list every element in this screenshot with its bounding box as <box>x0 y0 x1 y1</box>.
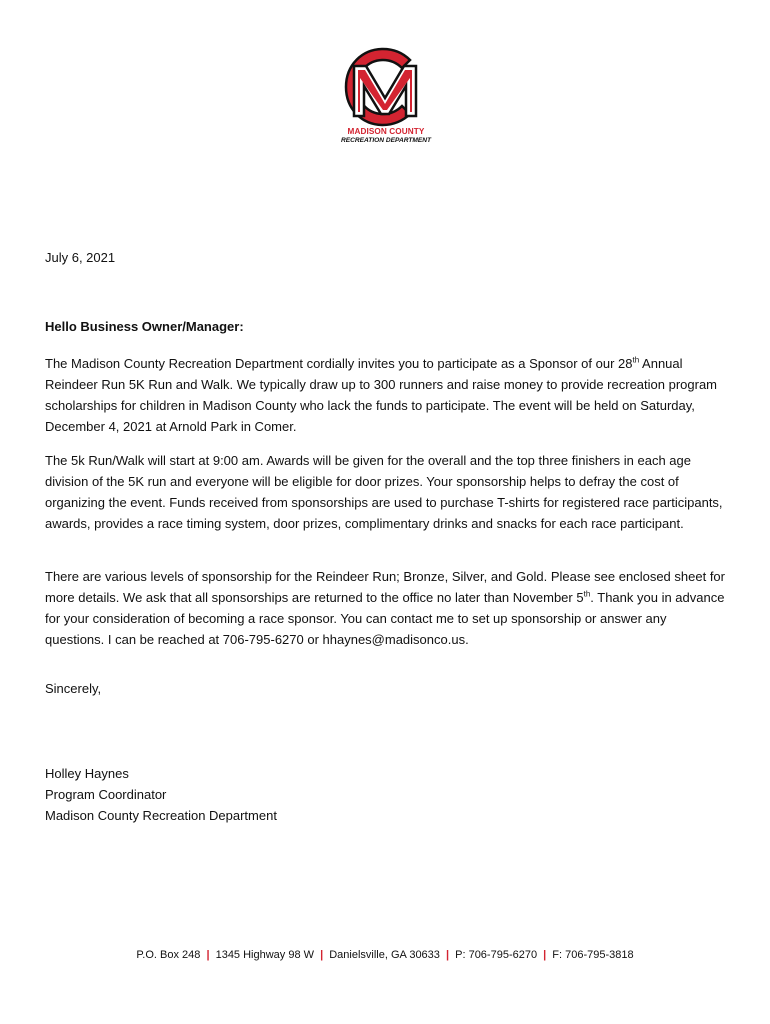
ordinal-suffix: th <box>632 355 640 365</box>
letter-closing: Sincerely, <box>45 681 102 696</box>
signature-name: Holley Haynes <box>45 766 129 781</box>
letter-date: July 6, 2021 <box>45 250 116 265</box>
footer-separator: | <box>206 949 210 961</box>
signature-title: Program Coordinator <box>45 787 167 802</box>
footer-po-box: P.O. Box 248 <box>136 949 201 961</box>
footer-separator: | <box>320 949 324 961</box>
footer-city-state-zip: Danielsville, GA 30633 <box>329 949 440 961</box>
ordinal-suffix: th <box>583 589 591 599</box>
footer-contact-info <box>0 949 770 961</box>
signature-organization: Madison County Recreation Department <box>45 808 277 823</box>
paragraph-sponsorship-text-b: . Thank you in advance for your consideration of becoming a race sponsor. You can contact me to set up sponsorship or answer any questions. I can be reached at 706-795-6270 or hhaynes@madisonco.us. <box>45 590 725 647</box>
paragraph-sponsorship-levels <box>45 566 729 650</box>
footer-separator: | <box>445 949 450 961</box>
footer-street-address: 1345 Highway 98 W <box>215 949 315 961</box>
letter-greeting: Hello Business Owner/Manager: <box>45 319 244 334</box>
footer-phone: P: 706-795-6270 <box>455 949 538 961</box>
paragraph-invitation-text-a: The Madison County Recreation Department cordially invites you to participate as a Sponsor of our 28 <box>45 356 633 371</box>
mc-monogram-icon <box>340 46 430 128</box>
footer-fax: F: 706-795-3818 <box>552 949 634 961</box>
logo-text-department: RECREATION DEPARTMENT <box>340 137 432 144</box>
paragraph-event-details: The 5k Run/Walk will start at 9:00 am. Awards will be given for the overall and the top three finishers in each age division of the 5K run and everyone will be eligible for door prizes. Your sponsorship helps to defray the cost of organizing the event. Funds received from sponsorships are used to purchase T-shirts for registered race participants, awards, provides a race timing system, door prizes, complimentary drinks and snacks for each race participant. <box>45 453 723 531</box>
logo-text-county: MADISON COUNTY <box>347 127 425 136</box>
footer-separator: | <box>543 949 547 961</box>
paragraph-invitation <box>45 353 729 437</box>
signature-block <box>45 763 277 826</box>
paragraph-invitation-text-b: Annual Reindeer Run 5K Run and Walk. We typically draw up to 300 runners and raise money to provide recreation program scholarships for children in Madison County who lack the funds to participate. The event will be held on Saturday, December 4, 2021 at Arnold Park in Comer. <box>45 356 718 434</box>
paragraph-sponsorship-text-a: There are various levels of sponsorship for the Reindeer Run; Bronze, Silver, and Gold. Please see enclosed sheet for more details. We ask that all sponsorships are returned to the office no later than November 5 <box>45 569 725 605</box>
